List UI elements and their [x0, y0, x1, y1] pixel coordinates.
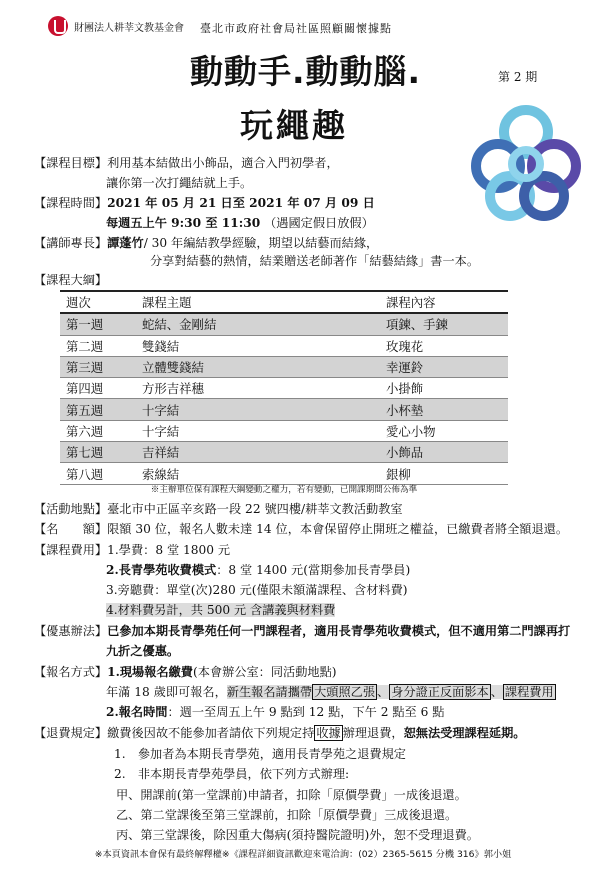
fee-label: 【課程費用】: [34, 543, 108, 557]
refund-rule5: 丙、第三堂課後，除因重大傷病(須持醫院證明)外，恕不受理退費。: [116, 828, 479, 842]
signup-photo: 大頭照乙張: [314, 685, 376, 699]
table-row: [60, 442, 508, 463]
row-week: 第一週: [60, 313, 136, 335]
syllabus-label: 【課程大綱】: [34, 273, 108, 287]
discount-line2: 九折之優惠。: [106, 644, 180, 658]
row-content: 項鍊、手鍊: [380, 313, 508, 335]
venue-text: 臺北市中正區辛亥路一段 22 號四樓/耕莘文教活動教室: [107, 502, 403, 516]
row-content: 銀柳: [380, 463, 508, 484]
discount-row: [34, 622, 570, 640]
table-row: [60, 335, 508, 356]
row-week: 第五週: [60, 399, 136, 420]
row-topic: 索線結: [136, 463, 380, 484]
row-topic: 立體雙錢結: [136, 356, 380, 377]
teacher-line2: 分享對結藝的熱情，結業贈送老師著作「結藝結緣」書一本。: [150, 254, 480, 268]
signup-fee: 課程費用: [504, 685, 554, 699]
refund-rule4: 乙、第二堂課後至第三堂課前，扣除「原價學費」三成後退還。: [116, 808, 458, 822]
goal-line1: 利用基本結做出小飾品，適合入門初學者，: [107, 156, 339, 170]
table-row: [60, 356, 508, 377]
title-line-2: 玩繩趣: [240, 106, 348, 145]
table-row: [60, 463, 508, 484]
syllabus-note: ※主辦單位保有課程大綱變動之權力，若有變動，已開課期間公佈為準: [150, 485, 418, 495]
row-content: 小杯墊: [380, 399, 508, 420]
refund-row: [34, 724, 526, 742]
signup-label: 【報名方式】: [34, 665, 108, 679]
teacher-name: 譚蓬竹: [107, 236, 144, 250]
row-week: 第七週: [60, 442, 136, 463]
signup-requirements: [106, 683, 556, 701]
discount-line1: 已參加本期長青學苑任何一門課程者，適用長青學苑收費模式，但不適用第二門課再打: [107, 624, 571, 638]
row-topic: 吉祥結: [136, 442, 380, 463]
knot-illustration: [470, 104, 582, 222]
refund-no-postpone: 恕無法受理課程延期。: [403, 726, 526, 740]
quota-text: 限額 30 位，報名人數未達 14 位，本會保留停止開班之權益，已繳費者將全額退還。: [107, 522, 569, 536]
refund-text-c: 辦理退費，: [342, 726, 404, 740]
row-topic: 方形吉祥穗: [136, 378, 380, 399]
header-content: 課程內容: [380, 291, 508, 313]
row-week: 第八週: [60, 463, 136, 484]
row-week: 第二週: [60, 335, 136, 356]
venue-label: 【活動地點】: [34, 502, 108, 516]
organizer-line: 臺北市政府社會局社區照顧關懷據點: [200, 22, 392, 35]
table-row: [60, 420, 508, 441]
footer-contact: ※本頁資訊本會保有最終解釋權※《課程詳細資訊歡迎來電洽詢：(02）2365-5615 分機 316》郭小姐: [94, 849, 512, 860]
foundation-name: 財團法人耕莘文教基金會: [74, 22, 184, 34]
quota-row: [34, 520, 568, 538]
row-week: 第六週: [60, 420, 136, 441]
fee-item4: [106, 601, 335, 619]
header-topic: 課程主題: [136, 291, 380, 313]
row-content: 玫瑰花: [380, 335, 508, 356]
teacher-row: [34, 234, 378, 252]
signup-row: [34, 663, 337, 681]
row-content: 愛心小物: [380, 420, 508, 441]
signup-bring: 新生報名請攜帶: [226, 685, 313, 699]
row-content: 幸運鈴: [380, 356, 508, 377]
venue-row: [34, 500, 403, 518]
signup-time-title: 2.報名時間: [106, 705, 168, 719]
fee-item2-title: 2.長青學苑收費模式: [106, 563, 217, 577]
signup-time: [106, 703, 444, 721]
signup-sep2: 、: [490, 685, 503, 699]
signup-id-copy: 身分證正反面影本: [391, 685, 489, 699]
period-label: 第 2 期: [498, 70, 538, 84]
fee-item4-text: 4.材料費另計，共 500 元 含講義與材料費: [106, 603, 336, 617]
refund-text-a: 繳費後因故不能參加者請依下列規定持: [107, 726, 315, 740]
refund-receipt: 收據: [316, 726, 341, 740]
time-holiday-note: （遇國定假日放假）: [264, 216, 374, 230]
signup-time-detail: ：週一至周五上午 9 點到 12 點，下午 2 點至 6 點: [167, 705, 445, 719]
row-content: 小飾品: [380, 442, 508, 463]
quota-label: 【名 額】: [34, 522, 108, 536]
fee-item2: [106, 561, 410, 579]
refund-label: 【退費規定】: [34, 726, 108, 740]
signup-item1-title: 1.現場報名繳費: [107, 665, 193, 679]
row-topic: 十字結: [136, 420, 380, 441]
refund-rule1: 1. 參加者為本期長青學苑，適用長青學苑之退費規定: [114, 747, 406, 761]
header-week: 週次: [60, 291, 136, 313]
table-row: [60, 313, 508, 335]
row-topic: 十字結: [136, 399, 380, 420]
time-weekly: 每週五上午 9:30 至 11:30: [106, 216, 261, 230]
fee-item1: 1.學費：8 堂 1800 元: [107, 543, 231, 557]
table-row: [60, 399, 508, 420]
row-week: 第四週: [60, 378, 136, 399]
signup-sep1: 、: [377, 685, 390, 699]
goal-label: 【課程目標】: [34, 156, 108, 170]
fee-item3: 3.旁聽費：單堂(次)280 元(僅限未額滿課程、含材料費): [106, 583, 408, 597]
row-topic: 雙錢結: [136, 335, 380, 356]
foundation-logo-icon: [48, 16, 68, 36]
signup-item1-detail: (本會辦公室：同活動地點): [192, 665, 337, 679]
signup-age: 年滿 18 歲即可報名，: [106, 685, 227, 699]
refund-rule3: 甲、開課前(第一堂課前)申請者，扣除「原價學費」一成後退還。: [116, 788, 467, 802]
teacher-line1: / 30 年編結教學經驗，期望以結藝而結緣，: [143, 236, 379, 250]
row-week: 第三週: [60, 356, 136, 377]
row-content: 小掛飾: [380, 378, 508, 399]
time-row-2: [106, 214, 374, 232]
table-row: [60, 378, 508, 399]
time-label: 【課程時間】: [34, 196, 108, 210]
refund-rule2: 2. 非本期長青學苑學員，依下列方式辦理:: [114, 767, 350, 781]
syllabus-table: [60, 290, 508, 485]
fee-row: [34, 541, 230, 559]
goal-row: [34, 154, 339, 172]
row-topic: 蛇結、金剛結: [136, 313, 380, 335]
teacher-label: 【講師專長】: [34, 236, 108, 250]
time-row: [34, 194, 375, 212]
title-line-1: 動動手.動動腦.: [190, 52, 422, 91]
discount-label: 【優惠辦法】: [34, 624, 108, 638]
goal-line2: 讓你第一次打繩結就上手。: [106, 176, 253, 190]
fee-item2-detail: ：8 堂 1400 元(當期參加長青學員): [216, 563, 411, 577]
table-header-row: [60, 291, 508, 313]
foundation-logo: [48, 16, 184, 36]
time-dates: 2021 年 05 月 21 日至 2021 年 07 月 09 日: [107, 196, 375, 210]
